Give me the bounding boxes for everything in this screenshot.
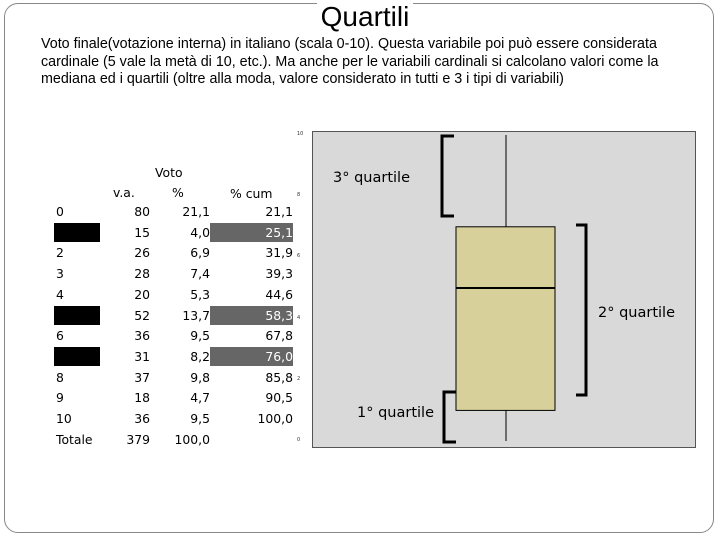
cell-pct: 4,0 — [190, 224, 210, 240]
row-label: 2 — [56, 245, 64, 261]
cell-va: 52 — [134, 307, 150, 323]
row-label: 9 — [56, 390, 64, 406]
y-tick-label: 6 — [297, 253, 301, 260]
cell-cum: 39,3 — [265, 266, 293, 282]
cell-cum: 31,9 — [265, 245, 293, 261]
cell-cum: 100,0 — [257, 411, 293, 426]
y-tick-label: 10 — [297, 131, 304, 137]
cell-pct: 21,1 — [182, 204, 210, 219]
cell-va: 28 — [134, 266, 150, 282]
cell-cum: 58,3 — [210, 306, 293, 325]
cell-va: 31 — [134, 348, 150, 364]
cell-va: 379 — [126, 431, 150, 447]
cell-pct: 13,7 — [182, 307, 210, 323]
page-title: Quartili — [0, 1, 720, 33]
cell-va: 15 — [134, 224, 150, 240]
row-label: 7 — [54, 347, 100, 366]
row-label: 4 — [56, 286, 64, 302]
col-header-va: v.a. — [113, 185, 135, 200]
cell-pct: 4,7 — [190, 390, 210, 406]
col-header-pct: % — [172, 185, 184, 200]
cell-cum: 21,1 — [265, 204, 293, 219]
cell-pct: 9,5 — [190, 328, 210, 344]
cell-va: 36 — [134, 411, 150, 426]
cell-cum: 85,8 — [265, 369, 293, 385]
row-label: 8 — [56, 369, 64, 385]
q2-label: 2° quartile — [598, 305, 675, 321]
cell-va: 36 — [134, 328, 150, 344]
table-group-header: Voto — [155, 165, 183, 180]
cell-cum: 25,1 — [210, 223, 293, 242]
cell-cum: 67,8 — [265, 328, 293, 344]
y-tick-label: 2 — [297, 375, 301, 382]
y-tick-label: 4 — [297, 314, 301, 321]
row-label: Totale — [56, 431, 93, 447]
row-label: 1 — [54, 223, 100, 242]
cell-pct: 7,4 — [190, 266, 210, 282]
cell-pct: 5,3 — [190, 286, 210, 302]
cell-cum: 76,0 — [210, 347, 293, 366]
y-tick-label: 8 — [297, 192, 301, 199]
cell-pct: 8,2 — [190, 348, 210, 364]
cell-va: 80 — [134, 204, 150, 219]
q1-label: 1° quartile — [357, 405, 434, 421]
cell-va: 18 — [134, 390, 150, 406]
cell-cum: 44,6 — [265, 286, 293, 302]
cell-pct: 9,8 — [190, 369, 210, 385]
q3-label: 3° quartile — [333, 170, 410, 186]
col-header-cum: % cum — [230, 186, 273, 201]
y-tick-label: 0 — [297, 437, 301, 443]
row-label: 6 — [56, 328, 64, 344]
cell-va: 26 — [134, 245, 150, 261]
row-label: 5 — [54, 306, 100, 325]
row-label: 0 — [56, 204, 64, 219]
cell-cum: 90,5 — [265, 390, 293, 406]
description-text: Voto finale(votazione interna) in italiano (scala 0-10). Questa variabile poi può essere considerata cardinale (5 vale la metà di 10, etc.). Ma anche per le variabili cardinali si calcolano valori come la mediana ed i quartili (oltre alla moda, valore considerato in tutti e 3 i tipi di variabili) — [41, 36, 659, 87]
cell-va: 37 — [134, 369, 150, 385]
cell-pct: 100,0 — [174, 431, 210, 447]
cell-va: 20 — [134, 286, 150, 302]
row-label: 10 — [56, 411, 72, 426]
row-label: 3 — [56, 266, 64, 282]
cell-pct: 9,5 — [190, 411, 210, 426]
cell-pct: 6,9 — [190, 245, 210, 261]
